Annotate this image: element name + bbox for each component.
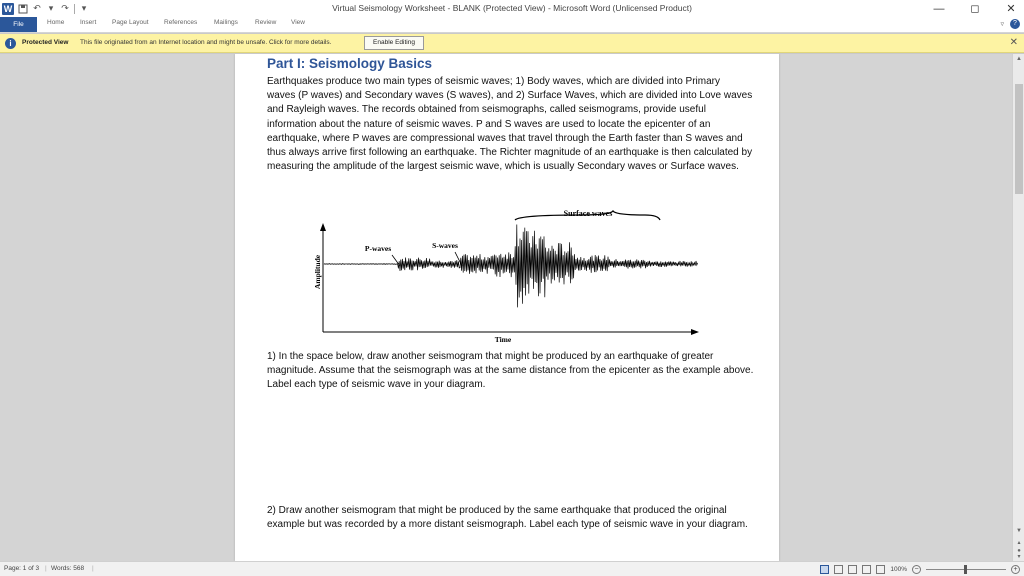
protected-view-bar [0, 34, 1024, 53]
outline-icon[interactable] [862, 565, 871, 574]
scroll-down-icon[interactable]: ▼ [1016, 528, 1022, 534]
close-button[interactable]: ✕ [1006, 3, 1016, 15]
scroll-up-icon[interactable]: ▲ [1016, 56, 1022, 62]
window-title: Virtual Seismology Worksheet - BLANK (Protected View) - Microsoft Word (Unlicensed Product) [332, 3, 692, 13]
enable-editing-button[interactable]: Enable Editing [364, 36, 424, 50]
zoom-out-icon[interactable]: − [912, 565, 921, 574]
word-logo-icon[interactable]: W [3, 3, 13, 14]
status-right-controls [820, 564, 1020, 575]
question-2: 2) Draw another seismogram that might be produced by the same earthquake that produced the original example but was recorded by a more distant seismograph. Label each type of seismic wave in your diagram. [267, 505, 748, 531]
tab-page-layout[interactable]: Page Layout [112, 19, 149, 26]
status-bar [0, 561, 1024, 576]
undo-dropdown-icon[interactable]: ▾ [48, 3, 54, 13]
redo-icon[interactable]: ↷ [61, 3, 69, 13]
next-page-icon[interactable]: ▾ [1017, 554, 1021, 560]
status-separator: | [92, 565, 94, 572]
tab-home[interactable]: Home [47, 19, 65, 26]
browse-object-icon[interactable]: ● [1017, 548, 1021, 554]
tab-insert[interactable]: Insert [80, 19, 97, 26]
previous-page-icon[interactable]: ▴ [1017, 540, 1021, 546]
vertical-scrollbar[interactable] [1012, 54, 1024, 561]
window-controls [932, 0, 1018, 17]
status-separator: | [45, 565, 47, 572]
question-1: 1) In the space below, draw another seismogram that might be produced by an earthquake of greater magnitude. Assume that the seismograph was at the same distance from the epicenter as the example above. Label each type of seismic wave in your diagram. [267, 351, 754, 391]
info-icon: i [5, 38, 16, 49]
ribbon-tabs [0, 17, 1024, 33]
document-page [235, 54, 779, 561]
undo-icon[interactable]: ↶ [33, 3, 41, 13]
document-area [0, 54, 1012, 561]
web-layout-icon[interactable] [848, 565, 857, 574]
customize-qat-icon[interactable]: ▾ [81, 3, 87, 13]
seismogram-figure [310, 206, 710, 346]
intro-paragraph: Earthquakes produce two main types of seismic waves; 1) Body waves, which are divided into Primary waves (P waves) and Secondary waves (S waves), and 2) Surface Waves, which are divided into Love waves and Rayleigh waves. The records obtained from seismographs, called seismograms, provide useful information about the nature of seismic waves. P and S waves are used to locate the epicenter of an earthquake, where P waves are compressional waves that travel through the Earth faster than S waves and thus always arrive first following an earthquake. The Richter magnitude of an earthquake is then calculated by measuring the amplitude of the largest seismic wave, which is usually Secondary waves or Surface waves. [267, 76, 753, 173]
zoom-level[interactable]: 100% [890, 566, 907, 573]
surface-waves-label: Surface waves [563, 209, 613, 218]
title-bar [0, 0, 1024, 17]
zoom-in-icon[interactable]: + [1011, 565, 1020, 574]
scrollbar-thumb[interactable] [1015, 84, 1023, 194]
minimize-button[interactable]: — [933, 2, 945, 15]
seismogram-trace [324, 225, 698, 308]
ribbon-collapse-icon[interactable]: ▿ [1000, 21, 1004, 28]
s-waves-label: S-waves [432, 241, 458, 250]
zoom-slider[interactable] [926, 565, 1006, 574]
tab-view[interactable]: View [291, 19, 305, 26]
protected-view-title: Protected View [22, 39, 69, 46]
full-screen-reading-icon[interactable] [834, 565, 843, 574]
protected-view-message[interactable]: This file originated from an Internet location and might be unsafe. Click for more details. [80, 39, 332, 46]
zoom-thumb[interactable] [964, 565, 967, 574]
x-axis-arrow [691, 329, 699, 335]
page-count[interactable]: Page: 1 of 3 [4, 565, 40, 572]
p-waves-label: P-waves [364, 244, 392, 253]
ribbon-right-controls [1000, 19, 1020, 29]
tab-file[interactable]: File [0, 17, 37, 32]
restore-button[interactable]: ◻ [970, 3, 980, 15]
tab-references[interactable]: References [164, 19, 198, 26]
y-axis-label: Amplitude [313, 254, 322, 290]
print-layout-icon[interactable] [820, 565, 829, 574]
draft-icon[interactable] [876, 565, 885, 574]
tab-mailings[interactable]: Mailings [214, 19, 238, 26]
y-axis-arrow [320, 223, 326, 231]
word-count[interactable]: Words: 568 [51, 565, 85, 572]
x-axis-label: Time [494, 335, 512, 344]
close-message-bar-icon[interactable]: ✕ [1009, 37, 1018, 48]
page-title: Part I: Seismology Basics [267, 56, 433, 71]
help-icon[interactable]: ? [1010, 19, 1020, 29]
tab-review[interactable]: Review [255, 19, 277, 26]
